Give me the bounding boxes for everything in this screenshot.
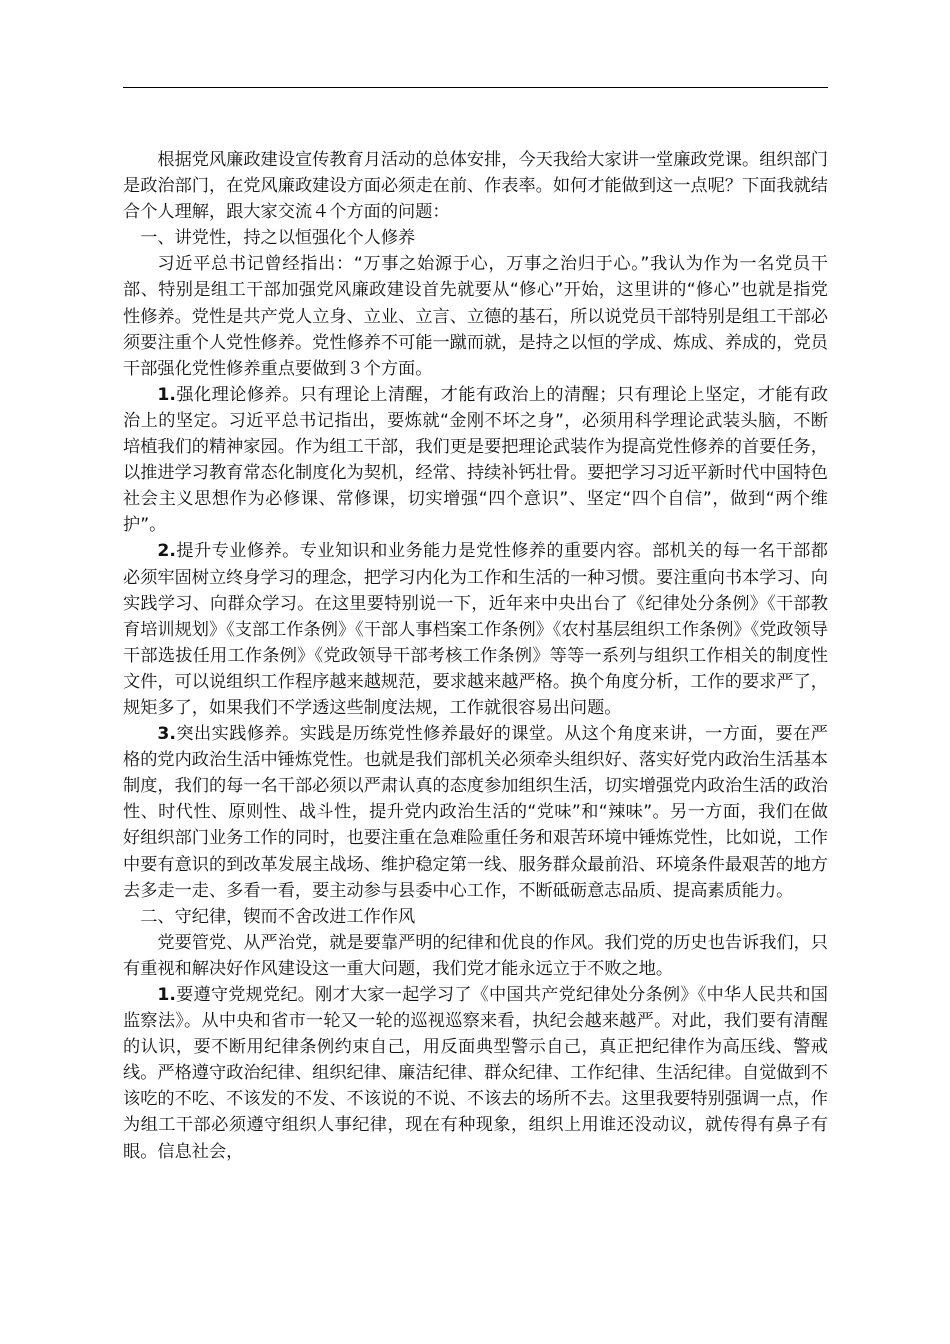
paragraph [123,147,828,225]
paragraph [123,982,828,1165]
paragraph-text: 提升专业修养。专业知识和业务能力是党性修养的重要内容。部机关的每一名干部都必须牢固树立终身学习的理念，把学习内化为工作和生活的一种习惯。要注重向书本学习、向实践学习、向群众学习。在这里要特别说一下，近年来中央出台了《纪律处分条例》《干部教育培训规划》《支部工作条例》《干部人事档案工作条例》《农村基层组织工作条例》《党政领导干部选拔任用工作条例》《党政领导干部考核工作条例》等等一系列与组织工作相关的制度性文件，可以说组织工作程序越来越规范，要求越来越严格。换个角度分析，工作的要求严了，规矩多了，如果我们不学透这些制度法规，工作就很容易出问题。 [123,541,828,718]
paragraph-text: 党要管党、从严治党，就是要靠严明的纪律和优良的作风。我们党的历史也告诉我们，只有重视和解决好作风建设这一重大问题，我们党才能永远立于不败之地。 [123,932,828,979]
section-heading [123,904,828,930]
paragraph [123,721,828,904]
paragraph-text: 二、守纪律，锲而不舍改进工作作风 [140,906,416,927]
section-heading [123,225,828,251]
paragraph [123,930,828,982]
paragraph [123,382,828,539]
header-rule [123,87,828,88]
paragraph-text: 要遵守党规党纪。刚才大家一起学习了《中国共产党纪律处分条例》《中华人民共和国监察法》。从中央和省市一轮又一轮的巡视巡察来看，执纪会越来越严。对此，我们要有清醒的认识，要不断用纪律条例约束自己，用反面典型警示自己，真正把纪律作为高压线、警戒线。严格遵守政治纪律、组织纪律、廉洁纪律、群众纪律、工作纪律、生活纪律。自觉做到不该吃的不吃、不该发的不发、不该说的不说、不该去的场所不去。这里我要特别强调一点，作为组工干部必须遵守组织人事纪律，现在有种现象，组织上用谁还没动议，就传得有鼻子有眼。信息社会， [123,985,828,1162]
paragraph-text: 一、讲党性，持之以恒强化个人修养 [140,228,416,249]
paragraph-text: 强化理论修养。只有理论上清醒，才能有政治上的清醒；只有理论上坚定，才能有政治上的坚定。习近平总书记指出，要炼就“金刚不坏之身”，必须用科学理论武装头脑，不断培植我们的精神家园。作为组工干部，我们更是要把理论武装作为提高党性修养的首要任务，以推进学习教育常态化制度化为契机，经常、持续补钙壮骨。要把学习习近平新时代中国特色社会主义思想作为必修课、常修课，切实增强“四个意识”、坚定“四个自信”，做到“两个维护”。 [123,384,828,536]
paragraph-text: 习近平总书记曾经指出：“万事之始源于心，万事之治归于心。”我认为作为一名党员干部、特别是组工干部加强党风廉政建设首先就要从“修心”开始，这里讲的“修心”也就是指党性修养。党性是共产党人立身、立业、立言、立德的基石，所以说党员干部特别是组工干部必须要注重个人党性修养。党性修养不可能一蹴而就，是持之以恒的学成、炼成、养成的，党员干部强化党性修养重点要做到３个方面。 [123,254,828,379]
paragraph-text: 突出实践修养。实践是历练党性修养最好的课堂。从这个角度来讲，一方面，要在严格的党内政治生活中锤炼党性。也就是我们部机关必须牵头组织好、落实好党内政治生活基本制度，我们的每一名干部必须以严肃认真的态度参加组织生活，切实增强党内政治生活的政治性、时代性、原则性、战斗性，提升党内政治生活的“党味”和“辣味”。另一方面，我们在做好组织部门业务工作的同时，也要注重在急难险重任务和艰苦环境中锤炼党性，比如说，工作中要有意识的到改革发展主战场、维护稳定第一线、服务群众最前沿、环境条件最艰苦的地方去多走一走、多看一看，要主动参与县委中心工作，不断砥砺意志品质、提高素质能力。 [123,724,828,901]
item-number: 1. [157,985,176,1005]
item-number: 2. [157,541,176,562]
paragraph [123,538,828,721]
item-number: 1. [157,384,176,405]
body-text [123,147,828,1165]
paragraph [123,251,828,381]
paragraph-text: 根据党风廉政建设宣传教育月活动的总体安排，今天我给大家讲一堂廉政党课。组织部门是政治部门，在党风廉政建设方面必须走在前、作表率。如何才能做到这一点呢？下面我就结合个人理解，跟大家交流４个方面的问题： [123,150,828,223]
item-number: 3. [157,724,176,745]
